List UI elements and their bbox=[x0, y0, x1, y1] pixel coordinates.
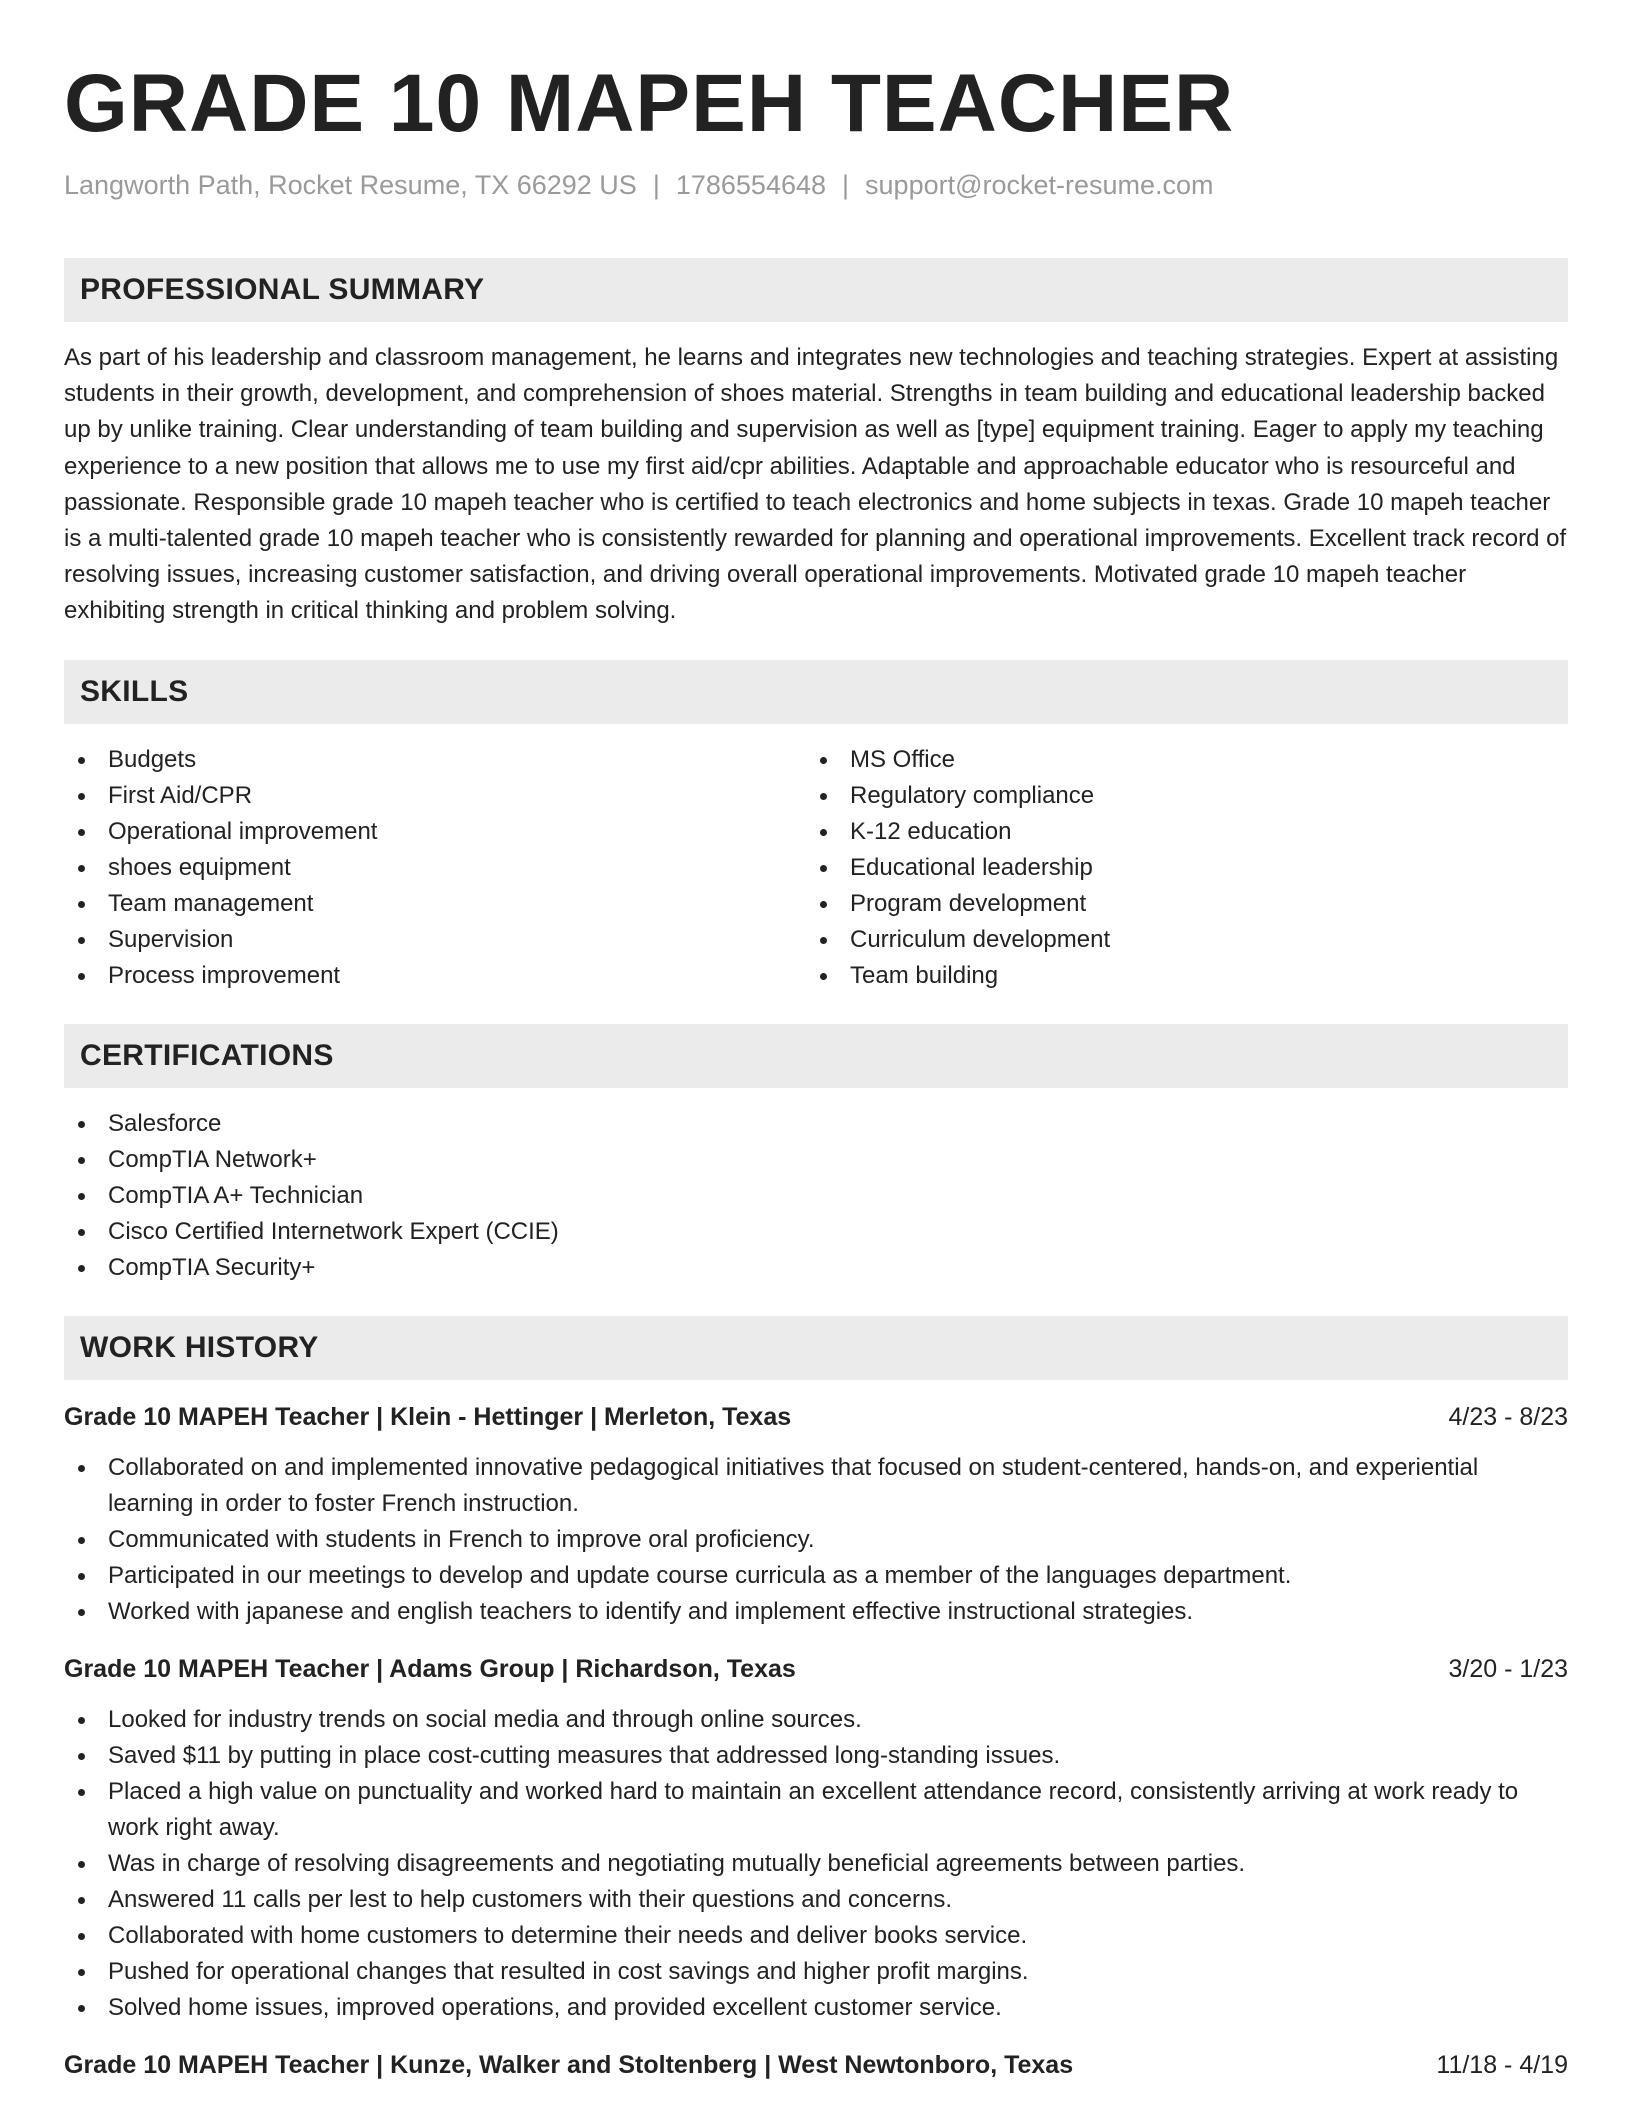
skill-item: Operational improvement bbox=[64, 814, 806, 850]
job-header bbox=[64, 1652, 1568, 1686]
contact-separator: | bbox=[652, 170, 660, 200]
certification-item: Cisco Certified Internetwork Expert (CCIE) bbox=[64, 1214, 1568, 1250]
job-bullet: Participated in our meetings to develop and update course curricula as a member of the languages department. bbox=[64, 1558, 1568, 1594]
contact-address: Langworth Path, Rocket Resume, TX 66292 US bbox=[64, 170, 637, 200]
job-bullet: Communicated with students in French to improve oral proficiency. bbox=[64, 1522, 1568, 1558]
section-header-work-history: WORK HISTORY bbox=[64, 1316, 1568, 1380]
certification-item: CompTIA Network+ bbox=[64, 1142, 1568, 1178]
job-dates: 11/18 - 4/19 bbox=[1436, 2050, 1568, 2079]
job-header bbox=[64, 1400, 1568, 1434]
skill-item: Budgets bbox=[64, 742, 806, 778]
skill-item: Curriculum development bbox=[806, 922, 1548, 958]
job-bullets bbox=[64, 1702, 1568, 2026]
certification-item: Salesforce bbox=[64, 1106, 1568, 1142]
job-header bbox=[64, 2048, 1568, 2082]
job-entry bbox=[64, 1400, 1568, 1630]
job-bullet: Pushed for operational changes that resulted in cost savings and higher profit margins. bbox=[64, 1954, 1568, 1990]
certification-item: CompTIA Security+ bbox=[64, 1250, 1568, 1286]
job-bullet: Looked for industry trends on social media and through online sources. bbox=[64, 1702, 1568, 1738]
contact-email: support@rocket-resume.com bbox=[865, 170, 1214, 200]
job-bullet: Answered 11 calls per lest to help customers with their questions and concerns. bbox=[64, 1882, 1568, 1918]
skills-list-right bbox=[806, 742, 1548, 994]
skills-list-left bbox=[64, 742, 806, 994]
skill-item: Regulatory compliance bbox=[806, 778, 1548, 814]
contact-separator: | bbox=[842, 170, 850, 200]
skill-item: shoes equipment bbox=[64, 850, 806, 886]
skill-item: K-12 education bbox=[806, 814, 1548, 850]
skill-item: First Aid/CPR bbox=[64, 778, 806, 814]
job-bullet: Placed a high value on punctuality and worked hard to maintain an excellent attendance record, consistently arriving at work ready to work right away. bbox=[64, 1774, 1568, 1846]
job-title: Grade 10 MAPEH Teacher | Kunze, Walker and Stoltenberg | West Newtonboro, Texas bbox=[64, 2050, 1074, 2079]
resume-name: GRADE 10 MAPEH TEACHER bbox=[64, 58, 1235, 149]
skills-grid bbox=[64, 742, 1568, 994]
job-bullet: Was in charge of resolving disagreements and negotiating mutually beneficial agreements between parties. bbox=[64, 1846, 1568, 1882]
contact-phone: 1786554648 bbox=[675, 170, 827, 200]
contact-line bbox=[64, 168, 1568, 202]
certification-item: CompTIA A+ Technician bbox=[64, 1178, 1568, 1214]
summary-text: As part of his leadership and classroom management, he learns and integrates new technologies and teaching strategies. Expert at assisting students in their growth, development, and comprehension of shoes material. Strengths in team building and educational leadership backed up by unlike training. Clear understanding of team building and supervision as well as [type] equipment training. Eager to apply my teaching experience to a new position that allows me to use my first aid/cpr abilities. Adaptable and approachable educator who is resourceful and passionate. Responsible grade 10 mapeh teacher who is certified to teach electronics and home subjects in texas. Grade 10 mapeh teacher is a multi-talented grade 10 mapeh teacher who is consistently rewarded for planning and operational improvements. Excellent track record of resolving issues, increasing customer satisfaction, and driving overall operational improvements. Motivated grade 10 mapeh teacher exhibiting strength in critical thinking and problem solving. bbox=[64, 344, 1567, 625]
job-title: Grade 10 MAPEH Teacher | Klein - Hettinger | Merleton, Texas bbox=[64, 1402, 792, 1431]
skill-item: Program development bbox=[806, 886, 1548, 922]
job-bullet: Collaborated on and implemented innovative pedagogical initiatives that focused on student-centered, hands-on, and experiential learning in order to foster French instruction. bbox=[64, 1450, 1568, 1522]
job-bullet: Worked with japanese and english teachers to identify and implement effective instructional strategies. bbox=[64, 1594, 1568, 1630]
job-dates: 4/23 - 8/23 bbox=[1448, 1402, 1568, 1431]
certifications-list bbox=[64, 1106, 1568, 1286]
job-bullets bbox=[64, 1450, 1568, 1630]
job-entry bbox=[64, 2048, 1568, 2082]
job-bullet: Solved home issues, improved operations, and provided excellent customer service. bbox=[64, 1990, 1568, 2026]
skill-item: Process improvement bbox=[64, 958, 806, 994]
section-header-skills: SKILLS bbox=[64, 660, 1568, 724]
skill-item: Team building bbox=[806, 958, 1548, 994]
section-header-summary: PROFESSIONAL SUMMARY bbox=[64, 258, 1568, 322]
skill-item: Team management bbox=[64, 886, 806, 922]
job-bullet: Collaborated with home customers to determine their needs and deliver books service. bbox=[64, 1918, 1568, 1954]
job-bullet: Saved $11 by putting in place cost-cutting measures that addressed long-standing issues. bbox=[64, 1738, 1568, 1774]
skill-item: Educational leadership bbox=[806, 850, 1548, 886]
job-entry bbox=[64, 1652, 1568, 2026]
section-header-certifications: CERTIFICATIONS bbox=[64, 1024, 1568, 1088]
skill-item: MS Office bbox=[806, 742, 1548, 778]
skill-item: Supervision bbox=[64, 922, 806, 958]
job-title: Grade 10 MAPEH Teacher | Adams Group | Richardson, Texas bbox=[64, 1654, 796, 1683]
job-dates: 3/20 - 1/23 bbox=[1448, 1654, 1568, 1683]
